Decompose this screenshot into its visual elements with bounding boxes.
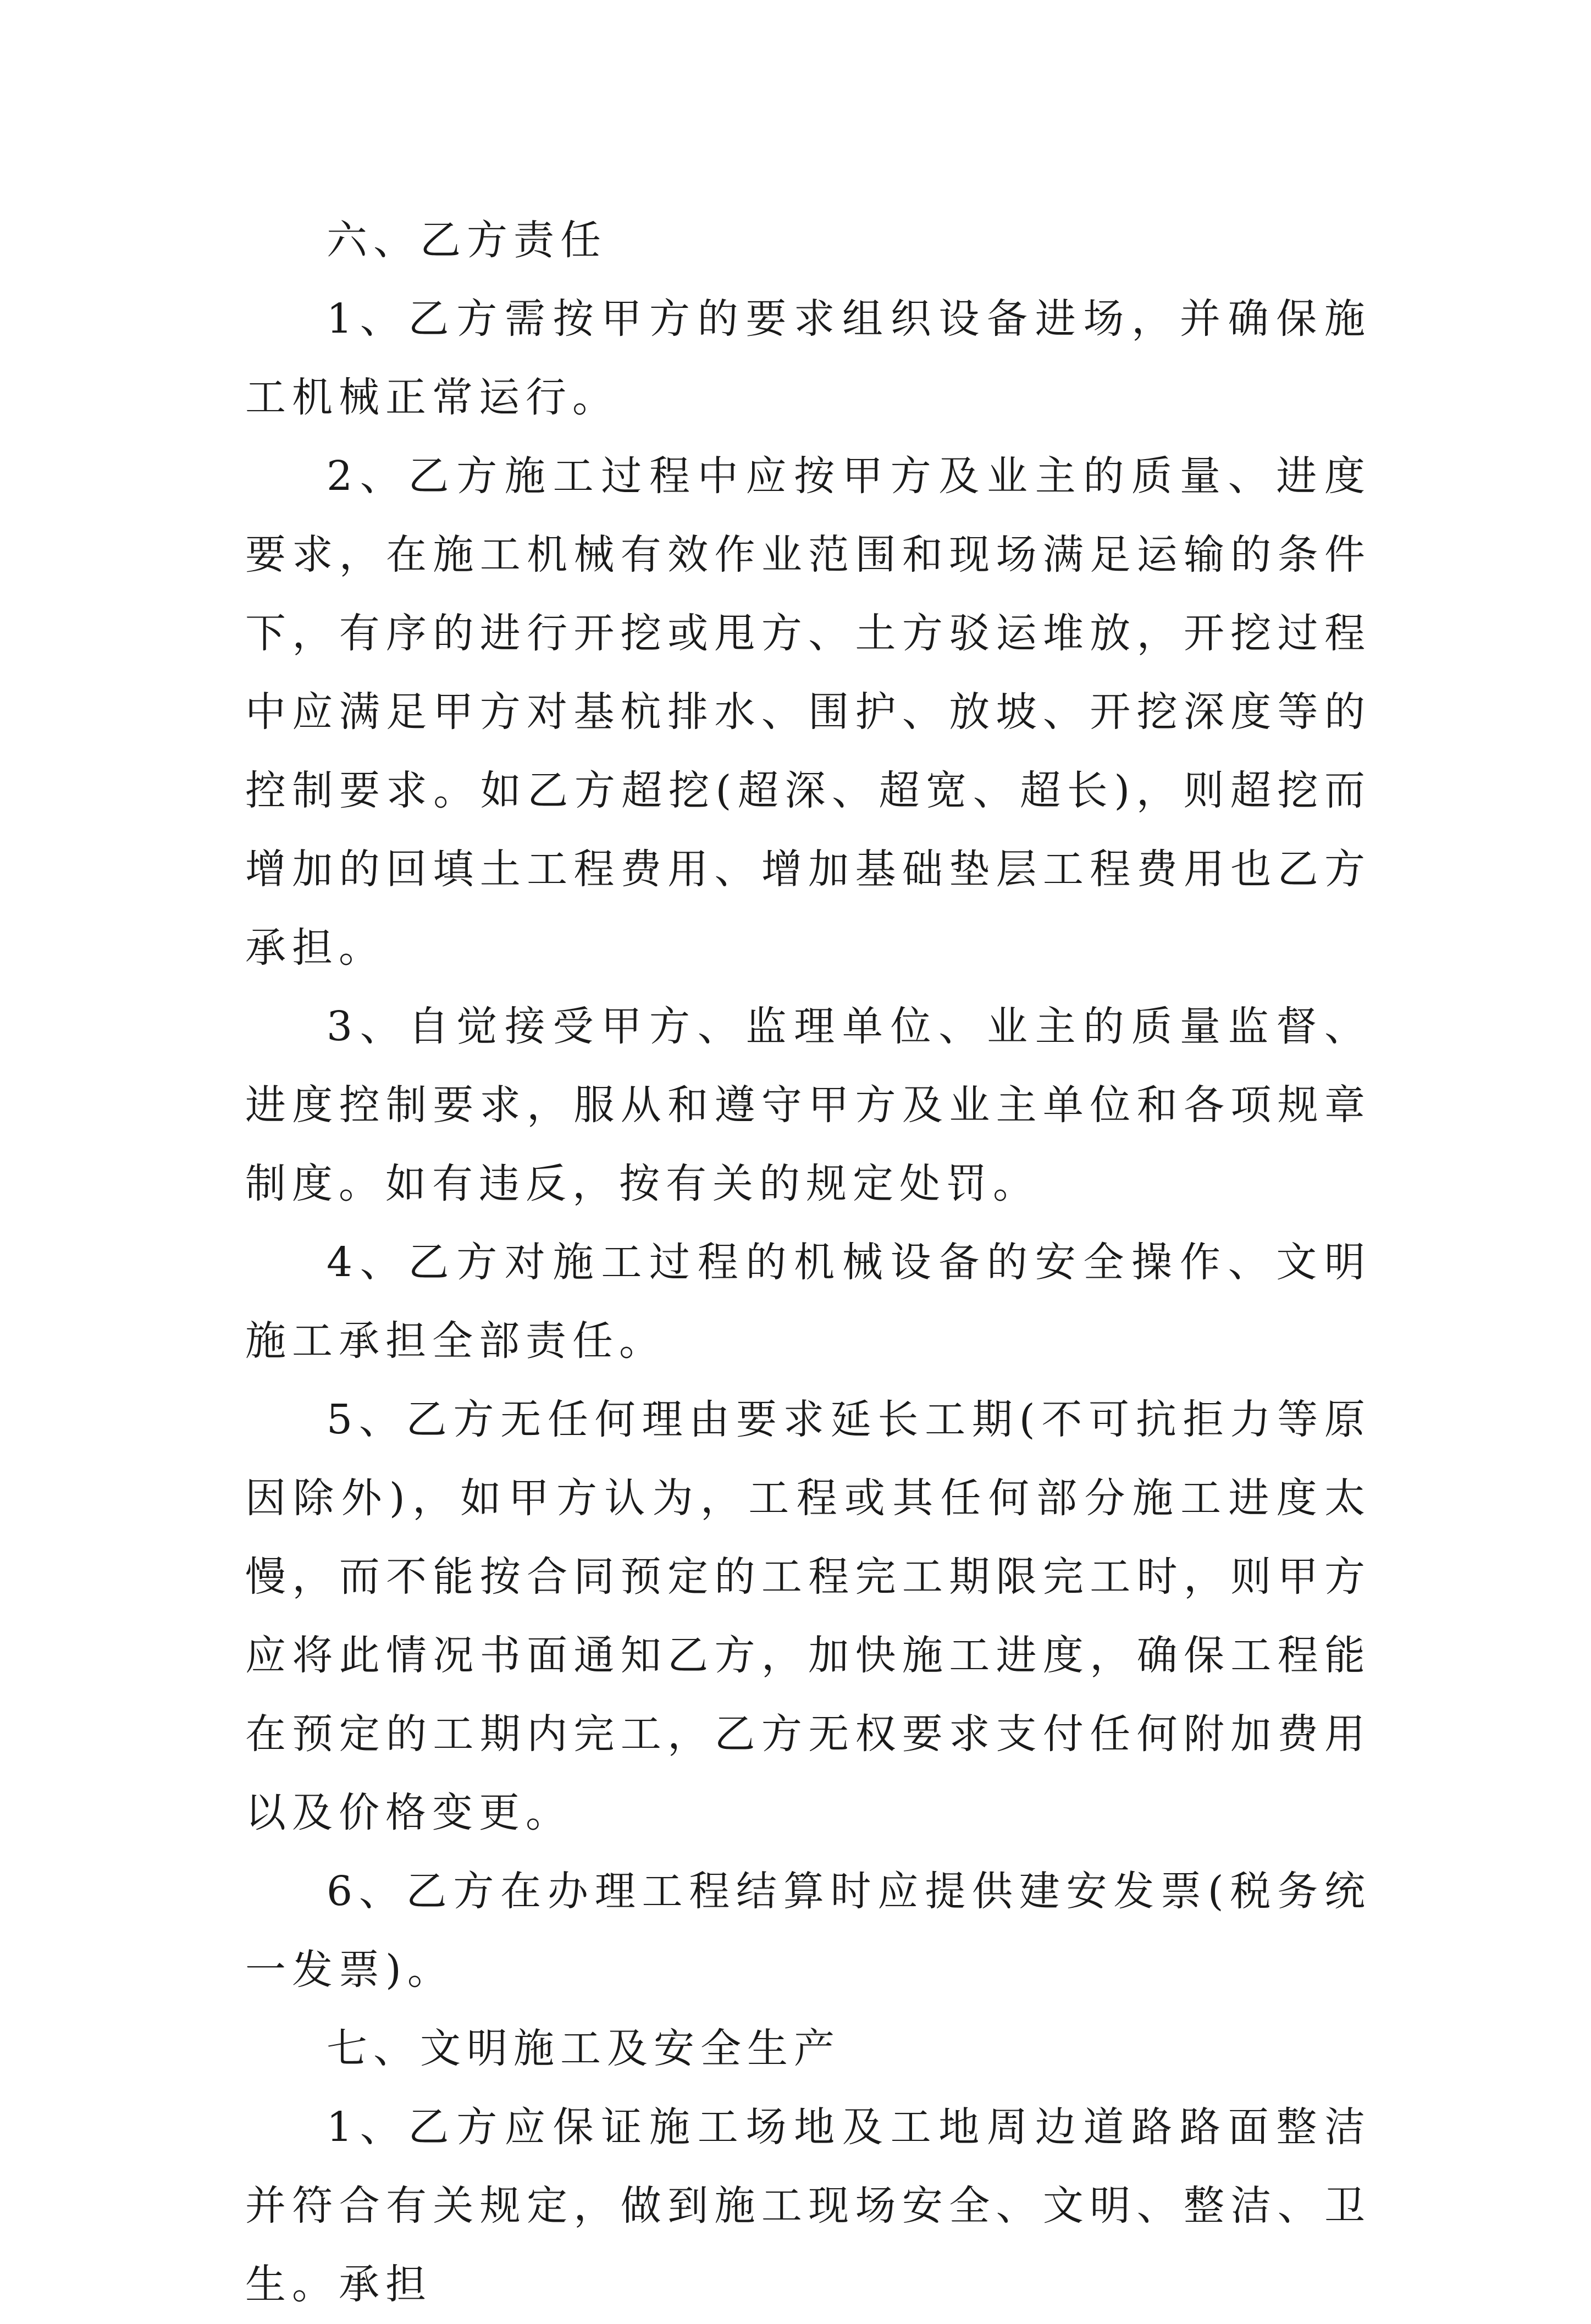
document-body [245,201,1371,2324]
clause-6-2: 2、乙方施工过程中应按甲方及业主的质量、进度要求，在施工机械有效作业范围和现场满足运输的条件下，有序的进行开挖或甩方、土方驳运堆放，开挖过程中应满足甲方对基杭排水、围护、放坡、开挖深度等的控制要求。如乙方超挖(超深、超宽、超长)，则超挖而增加的回填土工程费用、增加基础垫层工程费用也乙方承担。 [245,452,1371,971]
clause-6-4: 4、乙方对施工过程的机械设备的安全操作、文明施工承担全部责任。 [245,1239,1371,1365]
clause-6-6: 6、乙方在办理工程结算时应提供建安发票(税务统一发票)。 [245,1868,1371,1994]
clause-6-1: 1、乙方需按甲方的要求组织设备进场，并确保施工机械正常运行。 [245,295,1371,421]
clause-6-3: 3、自觉接受甲方、监理单位、业主的质量监督、进度控制要求，服从和遵守甲方及业主单位和各项规章制度。如有违反，按有关的规定处罚。 [245,1003,1371,1207]
section-heading-7: 七、文明施工及安全生产 [327,2025,841,2072]
clause-6-5: 5、乙方无任何理由要求延长工期(不可抗拒力等原因除外)，如甲方认为，工程或其任何部分施工进度太慢，而不能按合同预定的工程完工期限完工时，则甲方应将此情况书面通知乙方，加快施工进度，确保工程能在预定的工期内完工，乙方无权要求支付任何附加费用以及价格变更。 [245,1396,1371,1836]
clause-7-1: 1、乙方应保证施工场地及工地周边道路路面整洁并符合有关规定，做到施工现场安全、文明、整洁、卫生。承担 [245,2104,1371,2308]
section-heading-6: 六、乙方责任 [327,217,607,264]
